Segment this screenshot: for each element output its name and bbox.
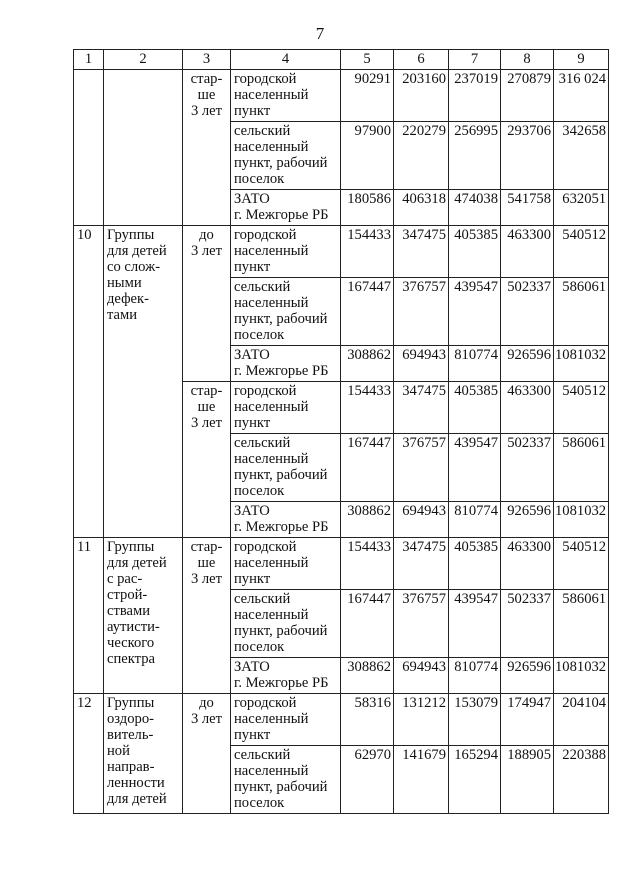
value-cell: 405385 (449, 538, 501, 590)
header-cell: 1 (74, 50, 104, 70)
settlement-type-cell: городской населенный пункт (231, 382, 341, 434)
header-cell: 2 (104, 50, 183, 70)
value-cell: 502337 (501, 590, 554, 658)
age-cell: стар- ше 3 лет (183, 538, 231, 694)
value-cell: 463300 (501, 538, 554, 590)
value-cell: 1081032 (554, 502, 609, 538)
value-cell: 347475 (394, 538, 449, 590)
value-cell: 347475 (394, 226, 449, 278)
value-cell: 165294 (449, 746, 501, 814)
settlement-type-cell: ЗАТО г. Межгорье РБ (231, 346, 341, 382)
value-cell: 926596 (501, 502, 554, 538)
settlement-type-cell: сельский населенный пункт, рабочий поселок (231, 434, 341, 502)
settlement-type-cell: городской населенный пункт (231, 226, 341, 278)
value-cell: 220388 (554, 746, 609, 814)
value-cell: 293706 (501, 122, 554, 190)
value-cell: 62970 (341, 746, 394, 814)
settlement-type-cell: ЗАТО г. Межгорье РБ (231, 658, 341, 694)
value-cell: 474038 (449, 190, 501, 226)
settlement-type-cell: сельский населенный пункт, рабочий поселок (231, 590, 341, 658)
value-cell: 154433 (341, 226, 394, 278)
value-cell: 131212 (394, 694, 449, 746)
value-cell: 167447 (341, 434, 394, 502)
value-cell: 502337 (501, 434, 554, 502)
value-cell: 439547 (449, 590, 501, 658)
tariff-table (73, 49, 609, 814)
row-number-cell (74, 70, 104, 226)
value-cell: 405385 (449, 382, 501, 434)
value-cell: 141679 (394, 746, 449, 814)
value-cell: 154433 (341, 382, 394, 434)
row-number-cell: 10 (74, 226, 104, 538)
value-cell: 180586 (341, 190, 394, 226)
age-cell: до 3 лет (183, 694, 231, 814)
header-cell: 5 (341, 50, 394, 70)
value-cell: 203160 (394, 70, 449, 122)
settlement-type-cell: городской населенный пункт (231, 538, 341, 590)
value-cell: 586061 (554, 278, 609, 346)
age-cell: до 3 лет (183, 226, 231, 382)
value-cell: 405385 (449, 226, 501, 278)
value-cell: 376757 (394, 278, 449, 346)
value-cell: 316 024 (554, 70, 609, 122)
value-cell: 58316 (341, 694, 394, 746)
group-name-cell (104, 70, 183, 226)
settlement-type-cell: сельский населенный пункт, рабочий поселок (231, 122, 341, 190)
value-cell: 97900 (341, 122, 394, 190)
value-cell: 694943 (394, 502, 449, 538)
row-number-cell: 12 (74, 694, 104, 814)
value-cell: 586061 (554, 590, 609, 658)
value-cell: 502337 (501, 278, 554, 346)
settlement-type-cell: сельский населенный пункт, рабочий поселок (231, 278, 341, 346)
value-cell: 439547 (449, 434, 501, 502)
value-cell: 376757 (394, 590, 449, 658)
row-number-cell: 11 (74, 538, 104, 694)
value-cell: 308862 (341, 658, 394, 694)
value-cell: 347475 (394, 382, 449, 434)
value-cell: 586061 (554, 434, 609, 502)
value-cell: 167447 (341, 590, 394, 658)
value-cell: 406318 (394, 190, 449, 226)
age-cell: стар- ше 3 лет (183, 382, 231, 538)
value-cell: 167447 (341, 278, 394, 346)
value-cell: 463300 (501, 226, 554, 278)
value-cell: 926596 (501, 346, 554, 382)
group-name-cell: Группы оздоро- витель- ной направ- ленности для детей (104, 694, 183, 814)
value-cell: 256995 (449, 122, 501, 190)
value-cell: 220279 (394, 122, 449, 190)
value-cell: 1081032 (554, 346, 609, 382)
age-cell: стар- ше 3 лет (183, 70, 231, 226)
table-row (74, 694, 609, 746)
value-cell: 204104 (554, 694, 609, 746)
header-cell: 4 (231, 50, 341, 70)
value-cell: 632051 (554, 190, 609, 226)
value-cell: 541758 (501, 190, 554, 226)
value-cell: 810774 (449, 658, 501, 694)
value-cell: 694943 (394, 346, 449, 382)
settlement-type-cell: ЗАТО г. Межгорье РБ (231, 502, 341, 538)
value-cell: 463300 (501, 382, 554, 434)
table-row (74, 538, 609, 590)
header-cell: 6 (394, 50, 449, 70)
header-cell: 3 (183, 50, 231, 70)
value-cell: 1081032 (554, 658, 609, 694)
value-cell: 439547 (449, 278, 501, 346)
header-cell: 9 (554, 50, 609, 70)
value-cell: 540512 (554, 538, 609, 590)
value-cell: 540512 (554, 382, 609, 434)
group-name-cell: Группы для детей со слож- ными дефек- тами (104, 226, 183, 538)
value-cell: 308862 (341, 502, 394, 538)
table-row (74, 70, 609, 122)
value-cell: 237019 (449, 70, 501, 122)
table-row (74, 226, 609, 278)
value-cell: 270879 (501, 70, 554, 122)
value-cell: 154433 (341, 538, 394, 590)
table-body (74, 50, 609, 814)
value-cell: 174947 (501, 694, 554, 746)
header-cell: 8 (501, 50, 554, 70)
value-cell: 810774 (449, 502, 501, 538)
header-row (74, 50, 609, 70)
value-cell: 810774 (449, 346, 501, 382)
settlement-type-cell: ЗАТО г. Межгорье РБ (231, 190, 341, 226)
value-cell: 926596 (501, 658, 554, 694)
group-name-cell: Группы для детей с рас- строй- ствами аутисти- ческого спектра (104, 538, 183, 694)
value-cell: 694943 (394, 658, 449, 694)
settlement-type-cell: сельский населенный пункт, рабочий поселок (231, 746, 341, 814)
value-cell: 376757 (394, 434, 449, 502)
value-cell: 308862 (341, 346, 394, 382)
settlement-type-cell: городской населенный пункт (231, 70, 341, 122)
value-cell: 90291 (341, 70, 394, 122)
value-cell: 540512 (554, 226, 609, 278)
settlement-type-cell: городской населенный пункт (231, 694, 341, 746)
value-cell: 188905 (501, 746, 554, 814)
value-cell: 342658 (554, 122, 609, 190)
header-cell: 7 (449, 50, 501, 70)
value-cell: 153079 (449, 694, 501, 746)
page-number: 7 (315, 24, 325, 43)
